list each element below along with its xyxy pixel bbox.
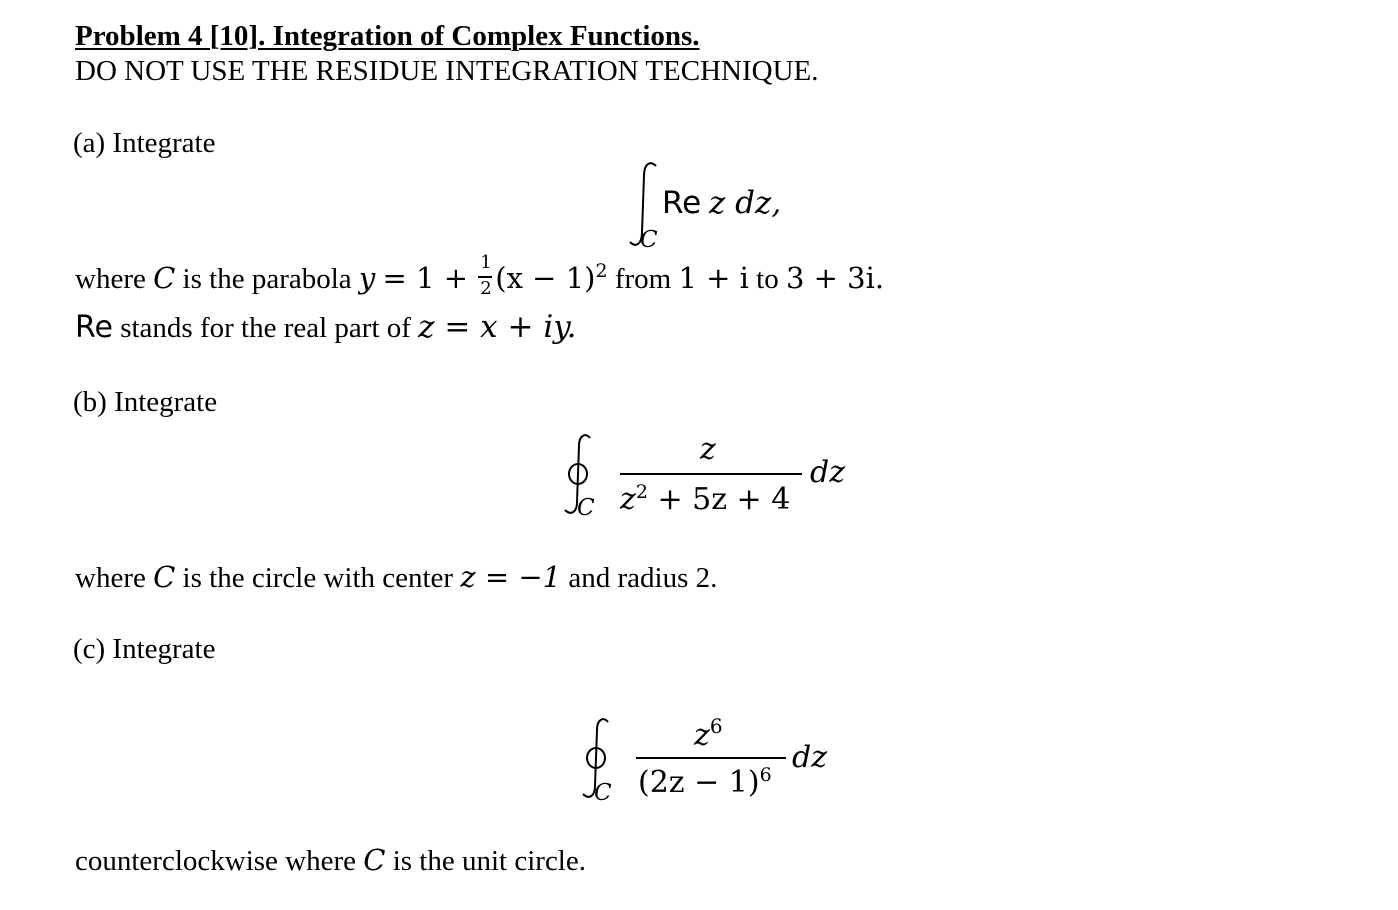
note-eq: z = x + iy. — [418, 309, 577, 345]
to-word: to — [756, 263, 779, 295]
part-b-label: (b) Integrate — [73, 386, 218, 418]
desc-prefix: counterclockwise where — [75, 845, 357, 877]
curve-eq: = 1 + — [382, 261, 469, 295]
instruction-text: DO NOT USE THE RESIDUE INTEGRATION TECHNIQUE. — [75, 55, 819, 87]
contour-subscript-c: C — [577, 495, 595, 521]
where-mid: is the parabola — [182, 263, 352, 295]
c-differential: dz — [792, 740, 828, 775]
c-num-z: z — [694, 718, 710, 753]
c-den-exp: 6 — [759, 764, 772, 786]
b-numerator: z — [700, 432, 716, 467]
var-c: C — [363, 843, 386, 877]
part-a-label: (a) Integrate — [73, 127, 216, 159]
part-c-desc-line — [75, 843, 586, 877]
var-c: C — [153, 261, 176, 295]
part-a-note-line — [75, 309, 577, 345]
half-den: 2 — [480, 278, 492, 299]
from-word: from — [614, 263, 672, 295]
note-re: Re — [75, 310, 113, 345]
b-den-rest: + 5z + 4 — [657, 482, 791, 517]
b-denominator — [620, 483, 790, 515]
integrand-re: Re — [662, 185, 702, 221]
end-point: 3 + 3i. — [785, 261, 885, 295]
integrand-z-dz: z dz, — [709, 185, 782, 221]
c-numerator — [694, 716, 723, 751]
part-b-where-line — [75, 560, 718, 594]
b-fraction-bar — [620, 473, 802, 475]
c-den-base: (2z − 1) — [638, 765, 760, 800]
curve-lhs: y — [358, 261, 376, 295]
c-denominator — [638, 766, 772, 798]
integral-subscript-c: C — [640, 227, 658, 253]
var-c: C — [153, 560, 176, 594]
problem-title: Problem 4 [10]. Integration of Complex Functions. — [75, 20, 700, 52]
b-den-exp: 2 — [635, 481, 648, 503]
where-word: where — [75, 562, 146, 594]
b-den-z: z — [620, 482, 636, 517]
part-c-label: (c) Integrate — [73, 633, 216, 665]
c-num-exp: 6 — [709, 714, 723, 738]
note-text: stands for the real part of — [120, 312, 411, 344]
c-fraction-bar — [636, 757, 786, 759]
where-word: where — [75, 263, 146, 295]
curve-exp: 2 — [595, 260, 608, 282]
center-eq: z = −1 — [460, 560, 562, 594]
where-suffix: and radius 2. — [568, 562, 718, 594]
half-num: 1 — [480, 252, 492, 273]
part-a-where-line — [75, 252, 885, 299]
desc-suffix: is the unit circle. — [392, 845, 586, 877]
contour-subscript-c: C — [594, 780, 612, 806]
half-fraction — [475, 252, 495, 299]
where-mid: is the circle with center — [182, 562, 454, 594]
start-point: 1 + i — [678, 261, 749, 295]
b-differential: dz — [810, 455, 846, 490]
curve-paren: (x − 1) — [495, 261, 596, 295]
